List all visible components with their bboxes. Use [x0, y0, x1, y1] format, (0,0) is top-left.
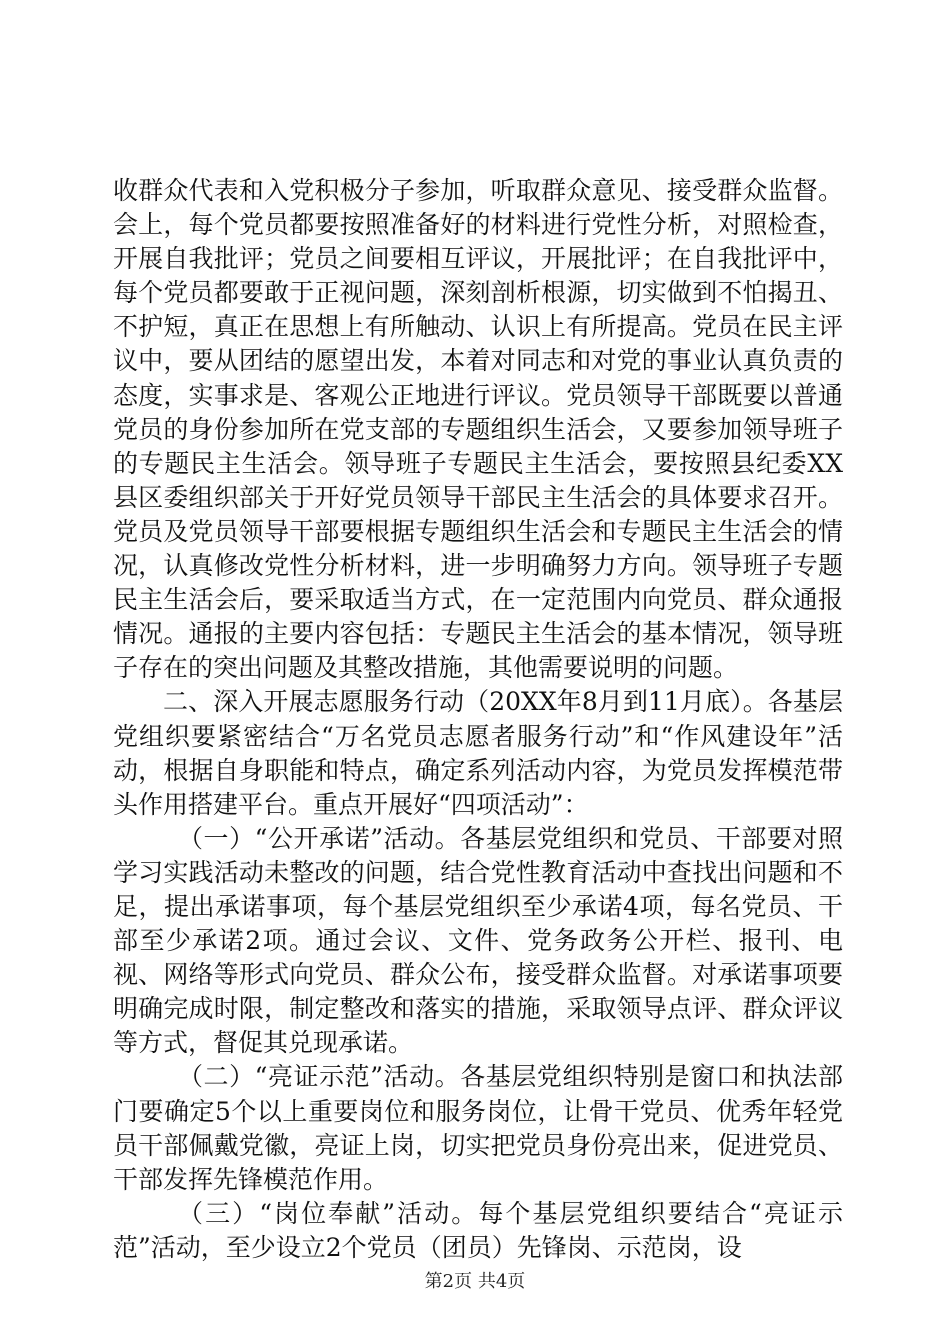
- page-footer: 第2页 共4页: [424, 1271, 526, 1292]
- paragraph-item-three: （三）“岗位奉献”活动。每个基层党组织要结合“亮证示范”活动，至少设立2个党员（团员）先锋岗、示范岗，设: [113, 1198, 843, 1262]
- document-body: [113, 174, 843, 1265]
- paragraph-continued: 收群众代表和入党积极分子参加，听取群众意见、接受群众监督。会上，每个党员都要按照准备好的材料进行党性分析，对照检查，开展自我批评；党员之间要相互评议，开展批评；在自我批评中，每个党员都要敢于正视问题，深刻剖析根源，切实做到不怕揭丑、不护短，真正在思想上有所触动、认识上有所提高。党员在民主评议中，要从团结的愿望出发，本着对同志和对党的事业认真负责的态度，实事求是、客观公正地进行评议。党员领导干部既要以普通党员的身份参加所在党支部的专题组织生活会，又要参加领导班子的专题民主生活会。领导班子专题民主生活会，要按照县纪委XX县区委组织部关于开好党员领导干部民主生活会的具体要求召开。党员及党员领导干部要根据专题组织生活会和专题民主生活会的情况，认真修改党性分析材料，进一步明确努力方向。领导班子专题民主生活会后，要采取适当方式，在一定范围内向党员、群众通报情况。通报的主要内容包括：专题民主生活会的基本情况，领导班子存在的突出问题及其整改措施，其他需要说明的问题。: [113, 176, 843, 683]
- paragraph-item-two: （二）“亮证示范”活动。各基层党组织特别是窗口和执法部门要确定5个以上重要岗位和服务岗位，让骨干党员、优秀年轻党员干部佩戴党徽，亮证上岗，切实把党员身份亮出来，促进党员、干部发挥先锋模范作用。: [113, 1062, 843, 1194]
- paragraph-item-one: （一）“公开承诺”活动。各基层党组织和党员、干部要对照学习实践活动未整改的问题，结合党性教育活动中查找出问题和不足，提出承诺事项，每个基层党组织至少承诺4项，每名党员、干部至少承诺2项。通过会议、文件、党务政务公开栏、报刊、电视、网络等形式向党员、群众公布，接受群众监督。对承诺事项要明确完成时限，制定整改和落实的措施，采取领导点评、群众评议等方式，督促其兑现承诺。: [113, 823, 843, 1058]
- paragraph-section-two: 二、深入开展志愿服务行动（20XX年8月到11月底）。各基层党组织要紧密结合“万名党员志愿者服务行动”和“作风建设年”活动，根据自身职能和特点，确定系列活动内容，为党员发挥模范带头作用搭建平台。重点开展好“四项活动”：: [113, 687, 843, 819]
